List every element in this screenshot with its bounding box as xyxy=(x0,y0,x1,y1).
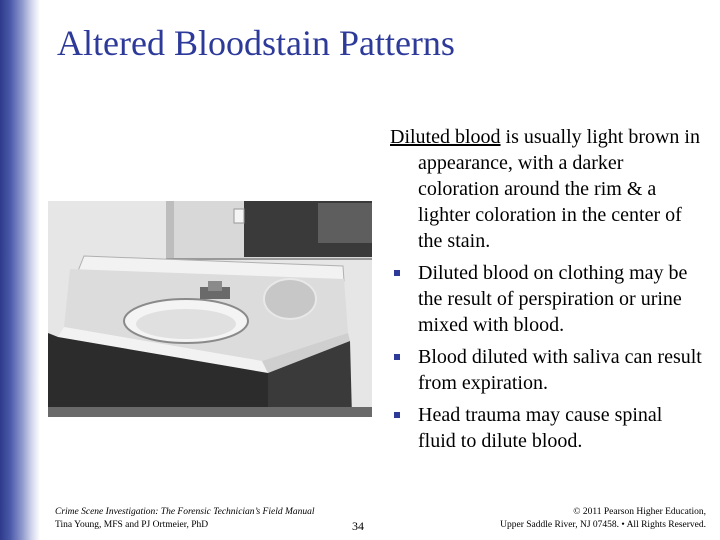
bullet-list xyxy=(390,260,705,454)
lead-term: Diluted blood xyxy=(390,126,501,148)
copyright-line-1: © 2011 Pearson Higher Education, xyxy=(573,507,706,517)
square-bullet-icon xyxy=(394,412,400,418)
decorative-side-stripe xyxy=(0,0,40,540)
bullet-item xyxy=(390,260,705,338)
footer-authors: Tina Young, MFS and PJ Ortmeier, PhD xyxy=(55,520,209,530)
slide-body xyxy=(390,124,705,460)
bullet-text: Blood diluted with saliva can result from expiration. xyxy=(418,346,702,394)
bullet-text: Diluted blood on clothing may be the result of perspiration or urine mixed with blood. xyxy=(418,262,688,336)
footer-citation xyxy=(55,506,315,532)
footer-copyright xyxy=(500,506,706,532)
lead-paragraph xyxy=(390,124,705,254)
bullet-text: Head trauma may cause spinal fluid to dilute blood. xyxy=(418,404,663,452)
bathroom-sink-photo xyxy=(48,201,372,417)
lead-text: is usually light brown in appearance, with a darker coloration around the rim & a lighter coloration in the center of the stain. xyxy=(418,126,700,252)
bullet-item xyxy=(390,344,705,396)
slide-title: Altered Bloodstain Patterns xyxy=(57,23,455,63)
bullet-item xyxy=(390,402,705,454)
copyright-line-2: Upper Saddle River, NJ 07458. • All Rights Reserved. xyxy=(500,520,706,530)
footer-book-title: Crime Scene Investigation: The Forensic Technician’s Field Manual xyxy=(55,507,315,517)
page-number: 34 xyxy=(352,519,364,533)
square-bullet-icon xyxy=(394,270,400,276)
square-bullet-icon xyxy=(394,354,400,360)
